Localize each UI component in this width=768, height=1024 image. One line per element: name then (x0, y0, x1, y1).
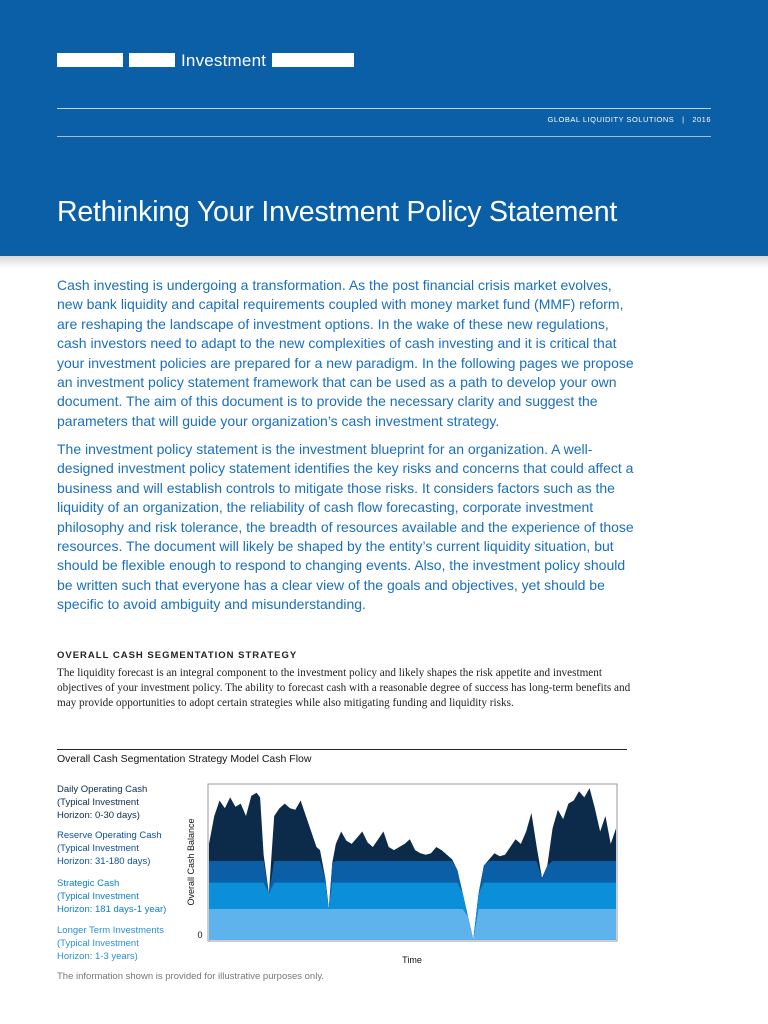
legend-longer-term-investments (57, 924, 182, 963)
legend-subline: Horizon: 0-30 days) (57, 810, 140, 821)
header-banner (0, 0, 768, 256)
section-heading: OVERALL CASH SEGMENTATION STRATEGY (57, 650, 298, 661)
chart-title: Overall Cash Segmentation Strategy Model Cash Flow (57, 753, 312, 765)
legend-daily-operating-cash (57, 783, 182, 822)
y-axis-zero-tick: 0 (197, 930, 203, 940)
header-rule-bottom (57, 136, 711, 137)
legend-subline: Horizon: 181 days-1 year) (57, 904, 167, 915)
logo-mark-3 (272, 53, 354, 67)
intro-paragraph-2: The investment policy statement is the investment blueprint for an organization. A well-designed investment policy statement identifies the key risks and concerns that could affect a business and will establish controls to mitigate those risks. It considers factors such as the liquidity of an organization, the reliability of cash flow forecasting, corporate investment philosophy and risk tolerance, the breadth of resources available and the experience of those resources. The document will likely be shaped by the entity’s current liquidity situation, but should be flexible enough to respond to changing events. Also, the investment policy should be written such that everyone has a clear view of the goals and objectives, yet should be specific to avoid ambiguity and misunderstanding. (57, 441, 634, 613)
legend-subline: (Typical Investment (57, 938, 139, 949)
series-year: 2016 (692, 115, 711, 124)
legend-subline: (Typical Investment (57, 843, 139, 854)
legend-strategic-cash (57, 877, 182, 916)
logo-mark-2 (129, 53, 175, 67)
company-logo (57, 51, 360, 71)
legend-subline: (Typical Investment (57, 891, 139, 902)
y-axis-label: Overall Cash Balance (186, 818, 196, 906)
legend-reserve-operating-cash (57, 829, 182, 868)
legend-label: Reserve Operating Cash (57, 830, 162, 841)
legend-label: Daily Operating Cash (57, 784, 148, 795)
legend-subline: (Typical Investment (57, 797, 139, 808)
legend-label: Longer Term Investments (57, 925, 165, 936)
header-rule-top (57, 108, 711, 109)
longer-term-layer (209, 909, 616, 940)
legend-subline: Horizon: 31-180 days) (57, 856, 151, 867)
legend-subline: Horizon: 1-3 years) (57, 951, 138, 962)
series-separator: | (682, 115, 685, 124)
section-body: The liquidity forecast is an integral component to the investment policy and likely shapes the risk appetite and investment objectives of your investment policy. The ability to forecast cash with a reasonable degree of success has long-term benefits and may provide opportunities to adopt certain strategies while also mitigating funding and liquidity risks. (57, 667, 631, 710)
logo-mark-1 (57, 53, 123, 67)
page-title: Rethinking Your Investment Policy Statement (57, 196, 618, 228)
logo-text: Investment (181, 51, 267, 70)
header-shadow (0, 256, 768, 268)
cash-flow-chart (186, 780, 626, 968)
legend-label: Strategic Cash (57, 878, 120, 889)
x-axis-label: Time (402, 955, 422, 965)
publication-series (548, 115, 711, 124)
series-name: GLOBAL LIQUIDITY SOLUTIONS (547, 115, 675, 124)
chart-divider (57, 749, 627, 750)
footnote: The information shown is provided for illustrative purposes only. (57, 971, 325, 982)
intro-paragraph-1: Cash investing is undergoing a transformation. As the post financial crisis market evolves, new bank liquidity and capital requirements coupled with money market fund (MMF) reform, are reshaping the landscape of investment options. In the wake of these new regulations, cash investors need to adapt to the new complexities of cash investing and it is critical that your investment policies are prepared for a new paradigm. In the following pages we propose an investment policy statement framework that can be used as a path to develop your own document. The aim of this document is to provide the necessary clarity and suggest the parameters that will guide your organization’s cash investment strategy. (57, 277, 634, 429)
